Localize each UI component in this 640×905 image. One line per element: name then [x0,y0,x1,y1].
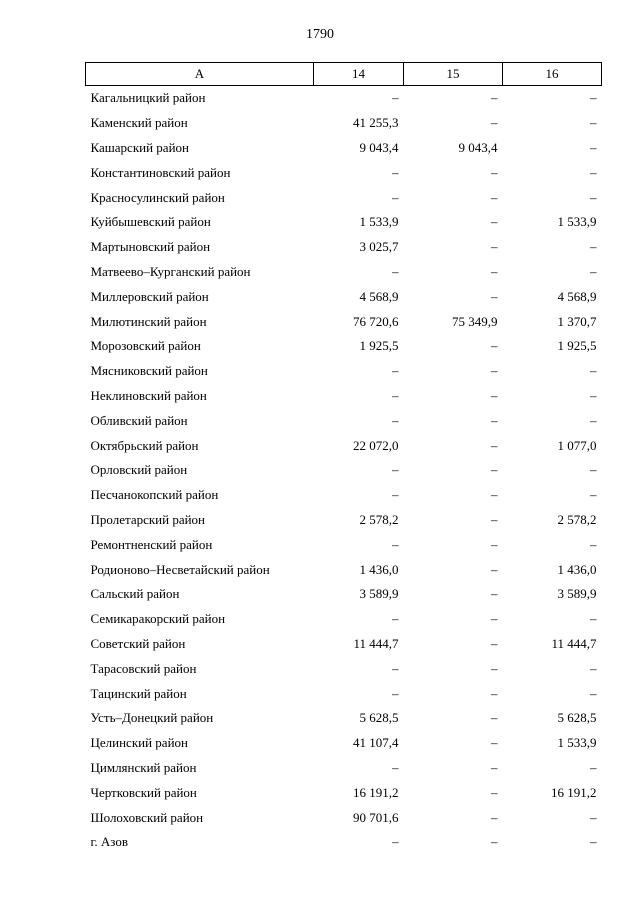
value-col-14-cell: 1 436,0 [359,561,399,577]
table-row [86,458,602,483]
value-col-14-cell: – [392,759,399,775]
district-name-cell: Миллеровский район [90,288,209,304]
value-col-15-cell: – [491,189,498,205]
table-row [86,483,602,508]
value-col-14-cell: 11 444,7 [353,635,399,651]
table-row [86,210,602,235]
column-header-15: 15 [404,63,503,86]
value-col-15-cell: – [491,635,498,651]
value-col-16-cell: 1 533,9 [557,214,597,230]
district-name-cell: Усть–Донецкий район [90,710,214,726]
value-col-16-cell: – [590,387,597,403]
district-name-cell: Куйбышевский район [90,214,211,230]
value-col-16-cell: 16 191,2 [551,784,597,800]
table-row [86,830,602,855]
column-header-a: А [86,63,314,86]
district-name-cell: Морозовский район [90,338,201,354]
table-row [86,136,602,161]
table-row [86,607,602,632]
value-col-14-cell: – [392,164,399,180]
value-col-15-cell: – [491,437,498,453]
value-col-15-cell: – [491,586,498,602]
value-col-15-cell: – [491,561,498,577]
table-row [86,582,602,607]
district-name-cell: Тацинский район [90,685,187,701]
value-col-16-cell: 1 925,5 [557,338,597,354]
table-row [86,160,602,185]
value-col-16-cell: 11 444,7 [551,635,597,651]
value-col-16-cell: – [590,263,597,279]
value-col-14-cell: – [392,685,399,701]
district-name-cell: Песчанокопский район [90,487,219,503]
table-row [86,508,602,533]
table-row [86,681,602,706]
value-col-14-cell: 1 533,9 [359,214,399,230]
table-header-row [86,63,602,86]
value-col-16-cell: – [590,462,597,478]
district-name-cell: Орловский район [90,462,188,478]
table-row [86,309,602,334]
table-row [86,408,602,433]
district-name-cell: Мартыновский район [90,239,211,255]
table-row [86,284,602,309]
value-col-15-cell: – [491,90,498,106]
district-name-cell: Милютинский район [90,313,207,329]
column-header-14: 14 [314,63,404,86]
value-col-14-cell: – [392,834,399,850]
page-number: 1790 [306,27,334,42]
value-col-14-cell: – [392,611,399,627]
value-col-15-cell: – [491,710,498,726]
value-col-14-cell: – [392,387,399,403]
value-col-15-cell: – [491,387,498,403]
value-col-14-cell: – [392,487,399,503]
value-col-16-cell: – [590,164,597,180]
value-col-16-cell: – [590,363,597,379]
table-row [86,805,602,830]
value-col-16-cell: – [590,834,597,850]
value-col-15-cell: 75 349,9 [452,313,498,329]
district-name-cell: Кашарский район [90,139,189,155]
table-row [86,780,602,805]
value-col-16-cell: 1 370,7 [557,313,597,329]
district-name-cell: Тарасовский район [90,660,197,676]
district-name-cell: Константиновский район [90,164,231,180]
district-name-cell: Шолоховский район [90,809,204,825]
district-name-cell: Октябрьский район [90,437,199,453]
value-col-15-cell: – [491,511,498,527]
value-col-14-cell: 5 628,5 [359,710,399,726]
value-col-14-cell: 1 925,5 [359,338,399,354]
table-row [86,656,602,681]
value-col-15-cell: – [491,288,498,304]
value-col-14-cell: – [392,189,399,205]
value-col-16-cell: – [590,487,597,503]
value-col-16-cell: – [590,139,597,155]
district-name-cell: Родионово–Несветайский район [90,561,270,577]
district-name-cell: Мясниковский район [90,363,208,379]
value-col-16-cell: – [590,611,597,627]
value-col-16-cell: 3 589,9 [557,586,597,602]
value-col-14-cell: 4 568,9 [359,288,399,304]
value-col-14-cell: – [392,90,399,106]
district-name-cell: Ремонтненский район [90,536,213,552]
value-col-16-cell: – [590,685,597,701]
value-col-15-cell: – [491,685,498,701]
value-col-14-cell: – [392,660,399,676]
value-col-15-cell: – [491,759,498,775]
district-name-cell: Каменский район [90,115,188,131]
table-row [86,557,602,582]
district-name-cell: Сальский район [90,586,180,602]
value-col-16-cell: – [590,90,597,106]
value-col-16-cell: 5 628,5 [557,710,597,726]
value-col-15-cell: – [491,164,498,180]
table-row [86,706,602,731]
table-row [86,235,602,260]
district-name-cell: Кагальницкий район [90,90,206,106]
value-col-16-cell: – [590,239,597,255]
value-col-15-cell: – [491,611,498,627]
value-col-14-cell: 90 701,6 [353,809,399,825]
value-col-15-cell: – [491,784,498,800]
value-col-16-cell: 1 533,9 [557,735,597,751]
table-row [86,359,602,384]
value-col-16-cell: – [590,536,597,552]
value-col-16-cell: 1 436,0 [557,561,597,577]
value-col-15-cell: – [491,214,498,230]
value-col-15-cell: – [491,834,498,850]
table-row [86,384,602,409]
value-col-16-cell: 1 077,0 [557,437,597,453]
value-col-16-cell: 2 578,2 [557,511,597,527]
value-col-14-cell: – [392,263,399,279]
value-col-16-cell: – [590,759,597,775]
budget-table [85,62,602,855]
table-row [86,260,602,285]
value-col-16-cell: – [590,809,597,825]
value-col-14-cell: 22 072,0 [353,437,399,453]
value-col-14-cell: 41 255,3 [353,115,399,131]
value-col-14-cell: 3 025,7 [359,239,399,255]
value-col-14-cell: – [392,462,399,478]
table-row [86,185,602,210]
value-col-15-cell: – [491,487,498,503]
value-col-14-cell: 3 589,9 [359,586,399,602]
district-name-cell: Красносулинский район [90,189,225,205]
table-row [86,532,602,557]
value-col-15-cell: – [491,462,498,478]
value-col-15-cell: – [491,363,498,379]
table-row [86,86,602,111]
district-name-cell: Пролетарский район [90,511,206,527]
district-name-cell: Чертковский район [90,784,197,800]
value-col-14-cell: – [392,412,399,428]
table-row [86,632,602,657]
district-name-cell: Неклиновский район [90,387,207,403]
value-col-14-cell: 2 578,2 [359,511,399,527]
value-col-16-cell: – [590,660,597,676]
table-row [86,111,602,136]
value-col-15-cell: – [491,660,498,676]
table-row [86,756,602,781]
value-col-15-cell: – [491,536,498,552]
district-name-cell: г. Азов [90,834,128,850]
table-row [86,433,602,458]
value-col-16-cell: 4 568,9 [557,288,597,304]
district-name-cell: Цимлянский район [90,759,197,775]
table-row [86,731,602,756]
value-col-15-cell: – [491,338,498,354]
value-col-16-cell: – [590,189,597,205]
value-col-14-cell: 16 191,2 [353,784,399,800]
column-header-16: 16 [503,63,602,86]
value-col-14-cell: 41 107,4 [353,735,399,751]
value-col-15-cell: 9 043,4 [458,139,498,155]
value-col-15-cell: – [491,115,498,131]
district-name-cell: Матвеево–Курганский район [90,263,251,279]
value-col-15-cell: – [491,239,498,255]
value-col-16-cell: – [590,412,597,428]
district-name-cell: Семикаракорский район [90,611,226,627]
value-col-14-cell: – [392,363,399,379]
district-name-cell: Советский район [90,635,186,651]
value-col-14-cell: 9 043,4 [359,139,399,155]
value-col-15-cell: – [491,809,498,825]
value-col-16-cell: – [590,115,597,131]
district-name-cell: Целинский район [90,735,188,751]
value-col-15-cell: – [491,412,498,428]
value-col-15-cell: – [491,735,498,751]
table-row [86,334,602,359]
district-name-cell: Обливский район [90,412,188,428]
value-col-15-cell: – [491,263,498,279]
value-col-14-cell: – [392,536,399,552]
value-col-14-cell: 76 720,6 [353,313,399,329]
